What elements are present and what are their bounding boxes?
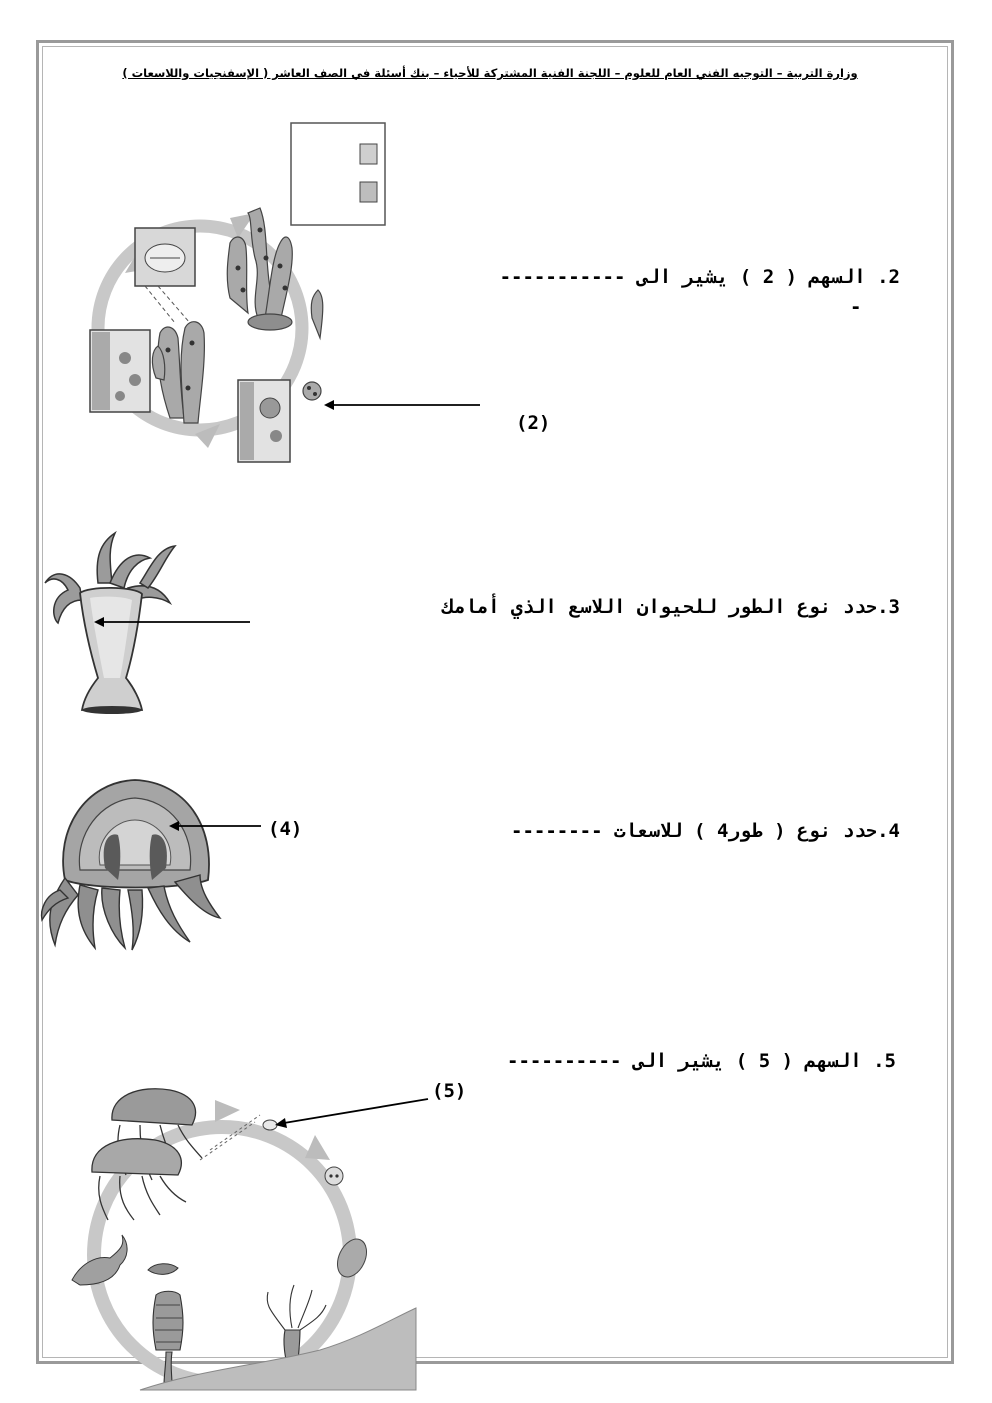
sponge-life-cycle-figure <box>80 118 420 478</box>
arrow-5-label: (5) <box>432 1080 467 1102</box>
arrow-3 <box>90 612 255 632</box>
medusa-figure <box>40 770 225 955</box>
arrow-4-label: (4) <box>268 818 303 840</box>
question-5: 5. السهم ( 5 ) يشير الى ---------- <box>507 1050 896 1072</box>
question-3: 3.حدد نوع الطور للحيوان اللاسع الذي أمامك <box>442 596 900 618</box>
arrow-5 <box>270 1095 432 1131</box>
page-header: وزارة التربية – التوجيه الفني العام للعلوم – اللجنة الفنية المشتركة للأحياء – بنك أسئلة في الصف العاشر ( الإسفنجيات واللاسعات ) <box>122 66 858 80</box>
question-2: 2. السهم ( 2 ) يشير الى ----------- <box>499 266 900 288</box>
arrow-4 <box>165 816 265 836</box>
question-4: 4.حدد نوع ( طور4 ) للاسعات -------- <box>511 820 900 842</box>
arrow-2-label: (2) <box>516 412 551 434</box>
question-2-continuation: - <box>850 296 864 318</box>
arrow-2 <box>320 395 485 415</box>
